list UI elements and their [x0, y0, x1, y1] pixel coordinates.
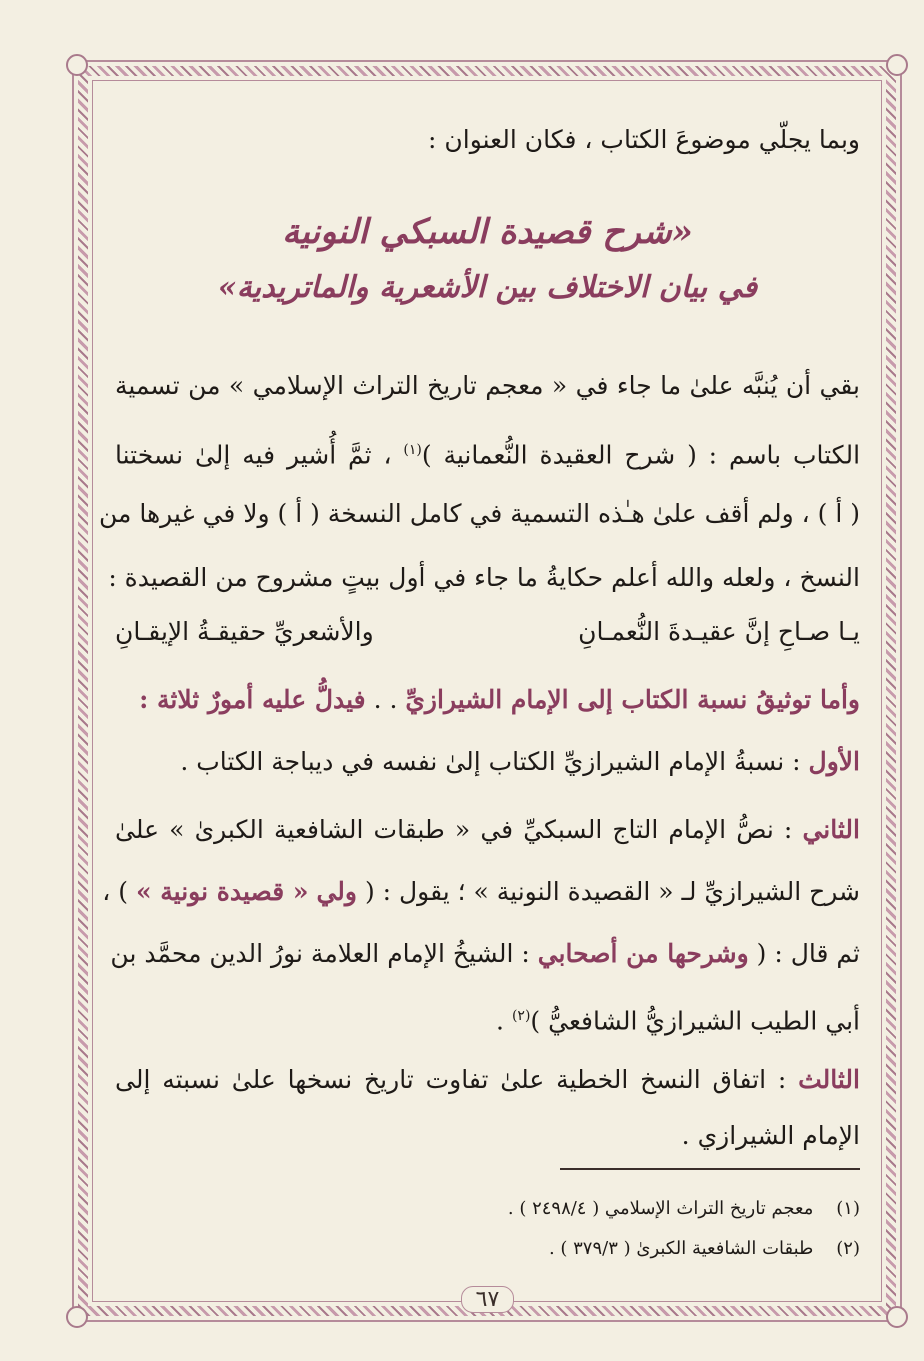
- point-first-label: الأول: [808, 747, 860, 776]
- page-content: [98, 100, 861, 1312]
- paragraph1-line2-start: الكتاب باسم : ( شرح العقيدة النُّعمانية ): [421, 440, 861, 470]
- footnote-ref-1[interactable]: (١): [403, 442, 422, 458]
- verse-hemistich-left: والأشعريِّ حقيقـةُ الإيقـانِ: [115, 617, 374, 646]
- point-second-text4: أبي الطيب الشيرازيُّ الشافعيُّ ): [530, 1006, 860, 1036]
- quote-sharh: وشرحها من أصحابي: [537, 939, 749, 968]
- footnote-ref-2[interactable]: (٢): [511, 1008, 531, 1024]
- corner-ornament-icon: [66, 1306, 88, 1328]
- page-number-label: ٦٧: [461, 1286, 515, 1313]
- book-title-line1: «شرح قصيدة السبكي النونية: [282, 212, 693, 252]
- section-heading: [115, 680, 860, 720]
- point-second-text4-end: .: [496, 1006, 504, 1036]
- verse-hemistich-right: يـا صـاحِ إنَّ عقيـدةَ النُّعمـانِ: [578, 617, 860, 646]
- footnote-2: [549, 1236, 860, 1262]
- point-second-label: الثاني: [802, 815, 860, 844]
- point-second-line4: [115, 996, 860, 1041]
- section-heading-main: وأما توثيقُ نسبة الكتاب إلى الإمام الشيرازيِّ: [405, 685, 860, 714]
- page-number: [115, 1286, 860, 1313]
- point-second-text3b: : الشيخُ الإمام العلامة نورُ الدين محمَّد بن: [110, 939, 530, 968]
- point-third-line2: الإمام الشيرازي .: [681, 1121, 860, 1150]
- point-second-line3: [110, 934, 860, 974]
- point-second-text2a: شرح الشيرازيِّ لـ « القصيدة النونية » ؛ يقول : (: [364, 877, 860, 906]
- footnote-1-text: معجم تاريخ التراث الإسلامي ( ٢٤٩٨/٤ ) .: [507, 1198, 814, 1219]
- point-third-text1: : اتفاق النسخ الخطية علىٰ تفاوت تاريخ نسخها علىٰ نسبته إلى: [115, 1065, 787, 1094]
- footnote-1: [508, 1196, 860, 1222]
- point-first-text: : نسبةُ الإمام الشيرازيِّ الكتاب إلىٰ نفسه في ديباجة الكتاب .: [180, 747, 801, 776]
- intro-line: وبما يجلّي موضوعَ الكتاب ، فكان العنوان :: [428, 125, 860, 154]
- paragraph1-line4: النسخ ، ولعله والله أعلم حكايةُ ما جاء في أول بيتٍ مشروح من القصيدة :: [108, 563, 860, 592]
- footnote-2-number: (٢): [836, 1238, 860, 1259]
- footnote-1-number: (١): [836, 1198, 860, 1219]
- point-second-line1: [115, 810, 860, 850]
- footnote-2-text: طبقات الشافعية الكبرىٰ ( ٣٧٩/٣ ) .: [548, 1238, 814, 1259]
- point-second-line2: [102, 872, 860, 912]
- point-third-line1: [115, 1060, 860, 1100]
- section-heading-dots: . .: [373, 685, 398, 714]
- section-heading-tail: فيدلُّ عليه أمورٌ ثلاثة :: [139, 685, 366, 714]
- corner-ornament-icon: [886, 54, 908, 76]
- book-title-line2: في بيان الاختلاف بين الأشعرية والماتريدية»: [217, 270, 758, 305]
- paragraph1-line2: [115, 430, 860, 475]
- point-first: [115, 742, 860, 782]
- footnote-separator: [560, 1168, 860, 1170]
- point-third-label: الثالث: [798, 1065, 860, 1094]
- paragraph1-line2-end: ، ثمَّ أُشير فيه إلىٰ نسختنا: [115, 440, 392, 470]
- point-second-text1: : نصُّ الإمام التاج السبكيِّ في « طبقات الشافعية الكبرىٰ » علىٰ: [115, 815, 793, 844]
- quote-wali: ولي: [316, 877, 357, 906]
- point-second-text2b: ) ،: [102, 877, 128, 906]
- corner-ornament-icon: [886, 1306, 908, 1328]
- paragraph1-line1: بقي أن يُنبَّه علىٰ ما جاء في « معجم تاريخ التراث الإسلامي » من تسمية: [115, 371, 860, 400]
- corner-ornament-icon: [66, 54, 88, 76]
- quote-qasida: « قصيدة نونية »: [135, 877, 309, 906]
- point-second-text3a: ثم قال : (: [756, 939, 860, 968]
- paragraph1-line3: ( أ ) ، ولم أقف علىٰ هـٰذه التسمية في كامل النسخة ( أ ) ولا في غيرها من: [98, 499, 860, 528]
